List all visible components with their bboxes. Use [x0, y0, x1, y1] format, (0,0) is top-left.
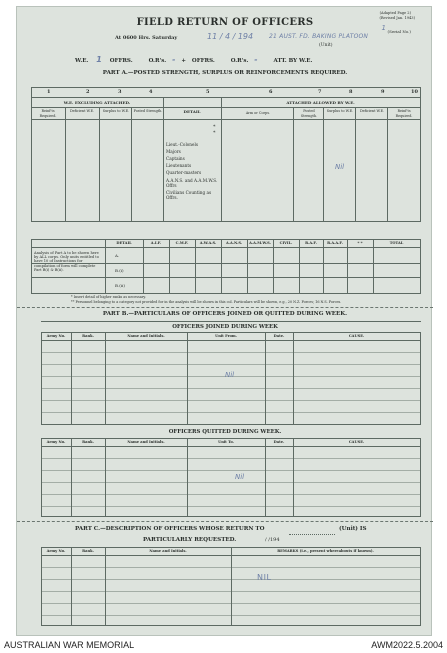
- part-c-nil-handwritten: NIL: [257, 573, 272, 582]
- joined-nil-handwritten: Nil: [225, 371, 235, 379]
- rank-captains: Captains: [166, 156, 185, 161]
- ors2-label: O.R's.: [230, 58, 249, 64]
- joined-hdr-rank: Rank.: [82, 334, 94, 338]
- joined-hdr-army-no: Army No.: [46, 334, 66, 338]
- joined-hdr-name: Name and Initials.: [127, 334, 165, 338]
- form-title: FIELD RETURN OF OFFICERS: [136, 17, 314, 28]
- footnote-2: ** Personnel belonging to a category not provided for in the analysis will be shown in this col. Particulars will be shown, e.g., 20 N.Z. Forces; 16 N.S. Forces.: [71, 300, 342, 304]
- part-c-unit-blank[interactable]: [289, 534, 335, 535]
- footer-right: AWM2022.5.2004: [371, 640, 443, 650]
- an-hdr-cmf: C.M.F.: [175, 241, 189, 245]
- an-hdr-total: TOTAL: [389, 241, 404, 245]
- part-a-title: PART A.—POSTED STRENGTH, SURPLUS OR REINFORCEMENTS REQUIRED.: [102, 70, 348, 76]
- an-hdr-aamws: A.A.M.W.S.: [249, 241, 271, 245]
- part-c-date-blank: / /194: [265, 537, 280, 543]
- hdr-reinf-left: Reinf'ts Required.: [39, 109, 57, 118]
- rank-majors: Majors: [166, 149, 181, 154]
- unit-label: (Unit): [319, 43, 333, 48]
- an-hdr-raaf: R.A.A.F.: [327, 241, 343, 245]
- offrs-label: OFFRS.: [109, 58, 133, 64]
- analysis-note: Analysis of Part A to be shown here by ALL corps. Only units entitled to have 10 of Instructions for compilation of form will complete Part B(i) & B(ii).: [34, 251, 99, 272]
- ors-label: O.R's.: [148, 58, 167, 64]
- quitted-nil-handwritten: Nil: [235, 473, 245, 481]
- detail-star-1: *: [213, 124, 216, 130]
- serial-handwritten: 1: [381, 24, 386, 32]
- c-hdr-army-no: Army No.: [46, 549, 66, 553]
- an-row-a: A.: [115, 253, 120, 258]
- detail-header: DETAIL: [183, 109, 201, 114]
- c-hdr-rank: Rank.: [82, 549, 94, 553]
- detail-star-2: *: [213, 130, 216, 136]
- part-b-title: PART B.—PARTICULARS OF OFFICERS JOINED OR QUITTED DURING WEEK.: [102, 311, 348, 317]
- an-hdr-other: * *: [357, 241, 363, 245]
- hdr-arm-corps: Arm or Corps.: [245, 111, 271, 115]
- ors-handwritten: -: [172, 55, 176, 64]
- an-hdr-aans: A.A.N.S.: [225, 241, 243, 245]
- part-c-requested: PARTICULARLY REQUESTED.: [143, 537, 237, 543]
- group-right-header: ATTACHED ALLOWED BY W.E.: [286, 100, 355, 105]
- at-label: At 0600 Hrs. Saturday: [115, 35, 178, 41]
- offrs2-label: OFFRS.: [191, 58, 215, 64]
- revised-note: (Revised Jan. 1943): [379, 16, 415, 20]
- c-hdr-remarks: REMARKS (i.e., present whereabouts if known).: [277, 549, 374, 553]
- hdr-surplus-left: Surplus to W.E.: [102, 109, 130, 113]
- hdr-reinf-right: Reinf'ts Required.: [395, 109, 413, 118]
- we-handwritten: 1: [96, 55, 102, 64]
- rank-lt-col: Lieut.-Colonels: [166, 142, 198, 147]
- joined-title: OFFICERS JOINED DURING WEEK: [172, 324, 278, 330]
- we-label: W.E.: [75, 58, 89, 64]
- adapted-note: (Adapted Page 2): [379, 11, 411, 15]
- quitted-hdr-cause: CAUSE.: [348, 440, 365, 444]
- rank-qm: Quarter-masters: [166, 170, 202, 175]
- ors2-handwritten: -: [254, 55, 258, 64]
- unit-handwritten: 21 AUST. FD. BAKING PLATOON: [269, 33, 369, 40]
- ranks-list: [166, 141, 222, 200]
- date-handwritten: 11 / 4 / 194: [207, 32, 254, 41]
- rank-lieutenants: Lieutenants: [166, 163, 192, 168]
- quitted-title: OFFICERS QUITTED DURING WEEK.: [168, 429, 282, 435]
- an-row-bi: B.(i): [115, 268, 124, 273]
- part-c-title: PART C.—DESCRIPTION OF OFFICERS WHOSE RETURN TO: [75, 526, 265, 532]
- hdr-deficient-left: Deficient W.E.: [69, 109, 95, 113]
- att-label: ATT. BY W.E.: [273, 58, 313, 64]
- serial-label: (Serial No.): [387, 29, 411, 34]
- an-hdr-aif: A.I.F.: [150, 241, 162, 245]
- rank-aans: A.A.N.S. and A.A.M.W.S. Offrs: [166, 178, 218, 188]
- joined-hdr-date: Date.: [273, 334, 285, 338]
- quitted-hdr-unit-to: Unit To.: [218, 440, 234, 444]
- hdr-posted-left: Posted Strength.: [133, 109, 163, 113]
- rank-civilians: Civilians Counting as Offrs.: [166, 190, 212, 200]
- quitted-hdr-name: Name and Initials.: [127, 440, 165, 444]
- footnote-1: * Insert detail of higher ranks as necessary.: [71, 295, 146, 299]
- joined-hdr-unit-from: Unit From.: [215, 334, 237, 338]
- an-hdr-detail: DETAIL: [116, 241, 132, 245]
- we-line: [75, 55, 395, 64]
- hdr-deficient-right: Deficient W.E.: [359, 109, 385, 113]
- an-hdr-civil: CIVIL.: [279, 241, 293, 245]
- an-hdr-raf: R.A.F.: [305, 241, 317, 245]
- form-sheet: (Adapted Page 2) (Revised Jan. 1943) FIELD RETURN OF OFFICERS (Serial No.) 1 At 0600 Hrs. Saturday 11 / 4 / 194 21 AUST. FD. BAKING PLATOON (Unit) W.E. 1 OFFRS. O.R's. - + OFFRS. O.R's. - ATT. BY W.E. PART A.—POSTED STRENGTH, SURPLUS OR REINFORCEMENTS REQUIRED. 1 2 3 4 5 6 7 8 9 10 W.E. EXCLUDING ATTACHED. ATTACHED ALLOWED BY W.E. DETAIL Reinf'ts Required. Deficient W.E. Surplus to W.E. Posted Strength. Arm or Corps. Posted Strength. Surplus to W.E. Deficient W.E. Reinf'ts Required. * * Lieut.-Colonels Majors Captains Lieutenants Quarter-masters A.A.N.S. and A.A.M.W.S. Offrs Civilians Counting as Offrs. Nil Analysis of Part A to be shown here by ALL corps. Only units entitled to have 10 of Instructions for compilation of form will complete Part B(i) & B(ii). DETAIL A.I.F. C.M.F. A.W.A.S. A.A.N.S. A.A.M.W.S. CIVIL. R.A.F. R.A.A.F. * * TOTAL A. B.(i) B.(ii) * Insert detail of higher ranks as necessary. ** Personnel belonging to a category not provided for in the analysis will be shown in this col. Particulars will be shown, e.g., 20 N.Z. Forces; 16 N.S. Forces. PART B.—PARTICULARS OF OFFICERS JOINED OR QUITTED DURING WEEK. OFFICERS JOINED DURING WEEK Army No. Rank. Name and Initials. Unit From. Date. CAUSE. Nil OFFICERS QUITTED DURING WEEK. Army No. Rank. Name and Initials. Unit To. Date. CAUSE. Nil PART C.—DESCRIPTION OF OFFICERS WHOSE RETURN TO (Unit) IS PARTICULARLY REQUESTED. / /194 Army No. Rank. Name and Initials. REMARKS (i.e., present whereabouts if known). NIL: [16, 6, 432, 636]
- group-left-header: W.E. EXCLUDING ATTACHED.: [63, 100, 131, 105]
- footer-left: AUSTRALIAN WAR MEMORIAL: [4, 640, 135, 650]
- separator-2: [17, 521, 433, 522]
- an-hdr-awas: A.W.A.S.: [199, 241, 217, 245]
- c-hdr-name: Name and Initials.: [149, 549, 187, 553]
- quitted-hdr-rank: Rank.: [82, 440, 94, 444]
- hdr-surplus-right: Surplus to W.E.: [326, 109, 354, 113]
- part-a-nil-handwritten: Nil: [335, 163, 345, 171]
- plus-sign: +: [181, 58, 186, 64]
- an-row-bii: B.(ii): [115, 283, 125, 288]
- quitted-hdr-date: Date.: [273, 440, 285, 444]
- separator-1: [17, 307, 433, 308]
- quitted-hdr-army-no: Army No.: [46, 440, 66, 444]
- part-c-unit-is: (Unit) IS: [339, 526, 367, 532]
- hdr-posted-right: Posted Strength.: [300, 109, 318, 118]
- joined-hdr-cause: CAUSE.: [348, 334, 365, 338]
